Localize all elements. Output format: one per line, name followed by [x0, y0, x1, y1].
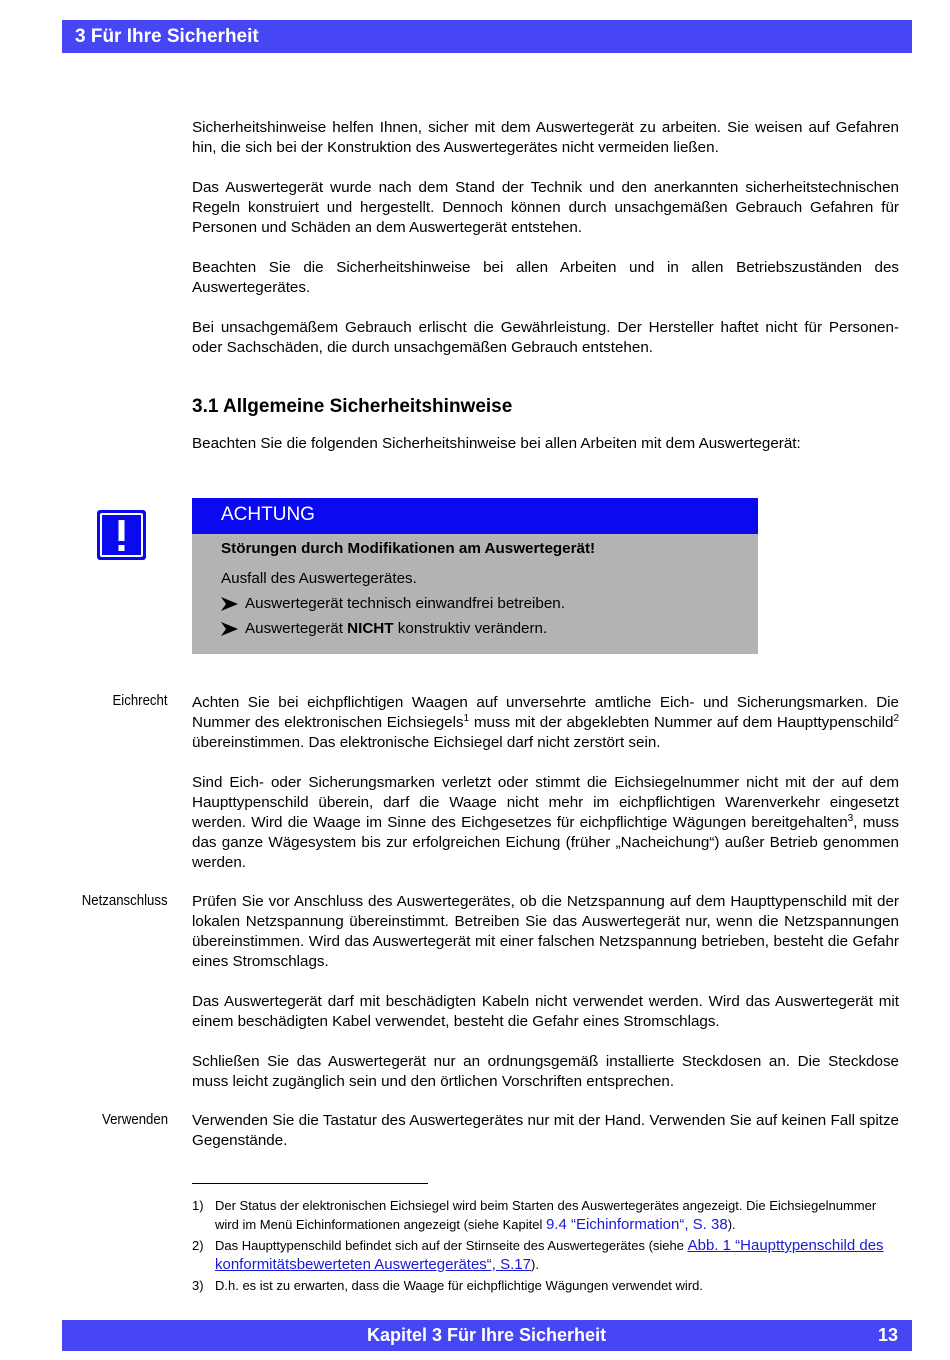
netzanschluss-block	[192, 892, 899, 1092]
arrowhead-right-icon	[221, 622, 238, 636]
footer-chapter-title: Kapitel 3 Für Ihre Sicherheit	[367, 1325, 607, 1345]
footnote-item	[192, 1236, 902, 1274]
eichrecht-block	[192, 693, 899, 873]
intro-paragraph-1: Sicherheitshinweise helfen Ihnen, sicher mit dem Auswertegerät zu arbeiten. Sie weisen auf Gefahren hin, die sich bei der Konstruktion des Auswertegerätes nicht vermeiden ließen.	[192, 119, 899, 156]
callout-title: Störungen durch Modifikationen am Auswertegerät!	[221, 540, 596, 557]
page-number: 13	[877, 1325, 898, 1345]
callout-label: ACHTUNG	[192, 498, 758, 534]
footnote-text: D.h. es ist zu erwarten, dass die Waage für eichpflichtige Wägungen verwendet wird.	[215, 1278, 703, 1293]
footnote-number: 1)	[192, 1198, 204, 1213]
footnote-item	[192, 1276, 902, 1295]
margin-label-netzanschluss: Netzanschluss	[82, 892, 168, 909]
intro-paragraph-3: Beachten Sie die Sicherheitshinweise bei allen Arbeiten und in allen Betriebszuständen des Auswertegerätes.	[192, 259, 899, 296]
eichrecht-paragraph-2: Sind Eich- oder Sicherungsmarken verletzt oder stimmt die Eichsiegelnummer nicht mit der auf dem Haupttypenschild überein, darf die Waage nicht mehr im eichpflichtigen Warenverkehr eingesetzt werden. Wird die Waage im Sinne des Eichgesetzes für eichpflichtige Wägungen bereitgehalten$^3$, muss das ganze Wägesystem bis zur erfolgreichen Eichung (früher „Nacheichung“) außer Betrieb genommen werden.	[192, 774, 899, 871]
netzanschluss-paragraph-3: Schließen Sie das Auswertegerät nur an ordnungsgemäß installierte Steckdosen an. Die Steckdose muss leicht zugänglich sein und den örtlichen Vorschriften entsprechen.	[192, 1053, 899, 1090]
footnote-divider	[192, 1183, 428, 1184]
footnotes	[192, 1196, 902, 1297]
verwenden-paragraph-1: Verwenden Sie die Tastatur des Auswertegerätes nur mit der Hand. Verwenden Sie auf keinen Fall spitze Gegenstände.	[192, 1112, 899, 1149]
netzanschluss-paragraph-2: Das Auswertegerät darf mit beschädigten Kabeln nicht verwendet werden. Wird das Auswertegerät mit einem beschädigten Kabel verwendet, besteht die Gefahr eines Stromschlags.	[192, 993, 899, 1030]
page-header-title: 3 Für Ihre Sicherheit	[75, 26, 259, 47]
footnote-number: 3)	[192, 1278, 204, 1293]
verwenden-block	[192, 1111, 899, 1151]
callout-effect: Ausfall des Auswertegerätes.	[221, 570, 417, 587]
netzanschluss-paragraph-1: Prüfen Sie vor Anschluss des Auswertegerätes, ob die Netzspannung auf dem Haupttypenschild mit der lokalen Netzspannung übereinstimmt. Betreiben Sie das Auswertegerät nur, wenn die Netzspannungen übereinstimmen. Wird das Auswertegerät mit einer falschen Netzspannung betrieben, besteht die Gefahr eines Stromschlags.	[192, 893, 899, 970]
margin-label-eichrecht: Eichrecht	[112, 692, 168, 709]
footnote-number: 2)	[192, 1238, 204, 1253]
page-header	[62, 20, 912, 53]
page-footer	[62, 1320, 912, 1351]
warning-callout	[192, 498, 758, 654]
section-lead: Beachten Sie die folgenden Sicherheitshinweise bei allen Arbeiten mit dem Auswertegerät:	[192, 435, 801, 452]
arrowhead-right-icon	[221, 597, 238, 611]
intro-paragraph-4: Bei unsachgemäßem Gebrauch erlischt die Gewährleistung. Der Hersteller haftet nicht für Personen- oder Sachschäden, die durch unsachgemäßen Gebrauch entstehen.	[192, 319, 899, 356]
margin-label-verwenden: Verwenden	[101, 1111, 168, 1128]
footnote-text: Der Status der elektronischen Eichsiegel wird beim Starten des Auswertegerätes angezeigt. Die Eichsiegelnummer wird im Menü Eichinformationen angezeigt (siehe Kapitel 9.4 “Eichinformation“, S. 38).	[215, 1198, 877, 1233]
footnote-text: Das Haupttypenschild befindet sich auf der Stirnseite des Auswertegerätes (siehe Abb. 1 “Haupttypenschild des konformitätsbewerteten Auswertegerätes“, S.17).	[215, 1237, 884, 1273]
callout-step-text: Auswertegerät NICHT konstruktiv verändern.	[245, 620, 548, 637]
footnote-link[interactable]: Abb. 1 “Haupttypenschild des konformitätsbewerteten Auswertegerätes“, S.17	[215, 1237, 884, 1273]
exclamation-box-icon	[97, 510, 146, 560]
callout-step	[221, 619, 758, 639]
main-content	[192, 118, 899, 454]
section-heading: 3.1 Allgemeine Sicherheitshinweise	[192, 396, 513, 417]
callout-step-text: Auswertegerät technisch einwandfrei betreiben.	[245, 595, 565, 612]
eichrecht-paragraph-1: Achten Sie bei eichpflichtigen Waagen auf unversehrte amtliche Eich- und Sicherungsmarken. Die Nummer des elektronischen Eichsiegels$^1$ muss mit der abgeklebten Nummer auf dem Haupttypenschild$^2$ übereinstimmen. Das elektronische Eichsiegel darf nicht zerstört sein.	[192, 694, 900, 751]
footnote-item	[192, 1196, 902, 1234]
callout-step	[221, 594, 758, 614]
footnote-link[interactable]: 9.4 “Eichinformation“, S. 38	[545, 1216, 728, 1233]
intro-paragraph-2: Das Auswertegerät wurde nach dem Stand der Technik und den anerkannten sicherheitstechnischen Regeln konstruiert und hergestellt. Dennoch können durch unsachgemäßen Gebrauch Gefahren für Personen und Schäden an dem Auswertegerät entstehen.	[192, 179, 899, 236]
